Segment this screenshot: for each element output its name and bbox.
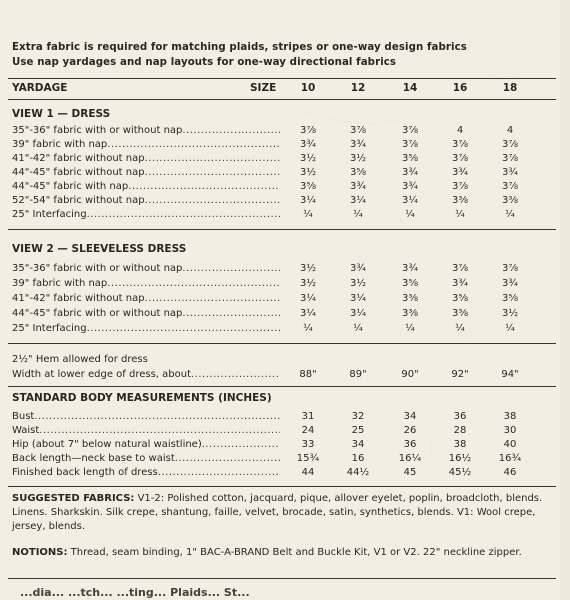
cell: 3¼ bbox=[349, 195, 367, 206]
cell: 3⅝ bbox=[501, 293, 519, 304]
cell: ¼ bbox=[455, 209, 465, 220]
table-row bbox=[8, 466, 556, 479]
notice-line: Extra fabric is required for matching plaids, stripes or one-way design fabrics bbox=[12, 42, 467, 53]
cell: 4 bbox=[506, 125, 514, 136]
row-label: 25" Interfacing ..... bbox=[12, 322, 280, 335]
cell: 24 bbox=[301, 425, 315, 436]
section-title: STANDARD BODY MEASUREMENTS (INCHES) bbox=[12, 392, 272, 404]
suggested-text: V1-2: Polished cotton, jacquard, pique, allover eyelet, poplin, broadcloth, blends. Linens. Sharkskin. Silk crepe, shantung, faille, velvet, brocade, satin, synthetics, blends. V1: Wool crepe, jersey, blends. bbox=[12, 493, 543, 532]
table-row bbox=[8, 424, 556, 437]
table-row bbox=[8, 208, 556, 221]
cell: 92" bbox=[451, 369, 469, 380]
cell: 4 bbox=[456, 125, 464, 136]
cell: 89" bbox=[349, 369, 367, 380]
divider bbox=[8, 578, 556, 579]
cell: 3¾ bbox=[349, 139, 367, 150]
cell: 3⅞ bbox=[451, 263, 469, 274]
row-label: Waist ..... bbox=[12, 424, 280, 437]
cell: 3⅞ bbox=[501, 153, 519, 164]
row-label: 25" Interfacing ..... bbox=[12, 208, 280, 221]
cell: 3½ bbox=[299, 278, 317, 289]
cell: 3⅞ bbox=[451, 181, 469, 192]
row-label: 39" fabric with nap ..... bbox=[12, 277, 280, 290]
measurements-title bbox=[8, 392, 556, 405]
table-row bbox=[8, 368, 556, 381]
cell: ¼ bbox=[303, 209, 313, 220]
hem-note bbox=[8, 353, 556, 366]
cell: 45½ bbox=[448, 467, 472, 478]
cell: 3¾ bbox=[401, 167, 419, 178]
cell: 3⅜ bbox=[401, 293, 419, 304]
size-col: 12 bbox=[350, 82, 366, 94]
cell: 16¼ bbox=[398, 453, 422, 464]
table-row bbox=[8, 138, 556, 151]
row-label: 35"-36" fabric with or without nap ..... bbox=[12, 262, 280, 275]
cell: 38 bbox=[503, 411, 517, 422]
row-label: 41"-42" fabric without nap ..... bbox=[12, 152, 280, 165]
table-row bbox=[8, 307, 556, 320]
cell: 3½ bbox=[299, 263, 317, 274]
cell: 3⅜ bbox=[401, 308, 419, 319]
cell: ¼ bbox=[303, 323, 313, 334]
cell: 88" bbox=[299, 369, 317, 380]
row-label: 44"-45" fabric with nap ..... bbox=[12, 180, 280, 193]
row-label: 44"-45" fabric without nap ..... bbox=[12, 166, 280, 179]
cell: 3⅜ bbox=[501, 195, 519, 206]
divider bbox=[8, 99, 556, 100]
cell: 15¾ bbox=[296, 453, 320, 464]
size-label: SIZE bbox=[250, 82, 277, 94]
divider bbox=[8, 78, 556, 79]
table-row bbox=[8, 277, 556, 290]
notice-line: Use nap yardages and nap layouts for one-way directional fabrics bbox=[12, 57, 397, 68]
yardage-title: YARDAGE bbox=[12, 82, 68, 94]
cell: 3¼ bbox=[299, 293, 317, 304]
cell: 3¾ bbox=[401, 263, 419, 274]
cell: 3½ bbox=[299, 153, 317, 164]
cell: 36 bbox=[403, 439, 417, 450]
divider bbox=[8, 343, 556, 344]
size-col: 10 bbox=[300, 82, 316, 94]
cell: 3⅞ bbox=[451, 153, 469, 164]
cell: 3¾ bbox=[501, 167, 519, 178]
cutoff-text: ...dia... ...tch... ...ting... Plaids... St... bbox=[20, 586, 250, 599]
size-col: 18 bbox=[502, 82, 518, 94]
row-label: Finished back length of dress ..... bbox=[12, 466, 280, 479]
notions-heading: NOTIONS: bbox=[12, 547, 68, 558]
cell: 44 bbox=[301, 467, 315, 478]
cell: 30 bbox=[503, 425, 517, 436]
row-label: Hip (about 7" below natural waistline) ..... bbox=[12, 438, 280, 451]
cell: 3⅝ bbox=[401, 153, 419, 164]
cell: 3½ bbox=[501, 308, 519, 319]
cell: 3⅞ bbox=[401, 125, 419, 136]
cell: 16¾ bbox=[498, 453, 522, 464]
cell: 3¾ bbox=[451, 167, 469, 178]
table-row bbox=[8, 194, 556, 207]
cell: 94" bbox=[501, 369, 519, 380]
cell: 3⅜ bbox=[451, 308, 469, 319]
cell: 3⅞ bbox=[501, 181, 519, 192]
row-label: 39" fabric with nap ..... bbox=[12, 138, 280, 151]
table-row bbox=[8, 262, 556, 275]
divider bbox=[8, 386, 556, 387]
row-label: 41"-42" fabric without nap ..... bbox=[12, 292, 280, 305]
notions bbox=[12, 546, 550, 560]
cell: ¼ bbox=[405, 323, 415, 334]
table-row bbox=[8, 180, 556, 193]
cell: ¼ bbox=[505, 209, 515, 220]
row-label: 44"-45" fabric with or without nap ..... bbox=[12, 307, 280, 320]
cell: 40 bbox=[503, 439, 517, 450]
row-label: 35"-36" fabric with or without nap ..... bbox=[12, 124, 280, 137]
hem-note-text: 2½" Hem allowed for dress bbox=[12, 354, 148, 365]
cell: 3¾ bbox=[349, 181, 367, 192]
fabric-notice bbox=[12, 40, 542, 70]
cell: 45 bbox=[403, 467, 417, 478]
cell: 3½ bbox=[349, 153, 367, 164]
cell: 3⅞ bbox=[349, 125, 367, 136]
cell: 38 bbox=[453, 439, 467, 450]
section-title: VIEW 2 — SLEEVELESS DRESS bbox=[12, 243, 187, 255]
size-col: 16 bbox=[452, 82, 468, 94]
table-row bbox=[8, 166, 556, 179]
cell: 3¼ bbox=[349, 308, 367, 319]
cell: 3⅝ bbox=[349, 167, 367, 178]
cell: 3⅜ bbox=[451, 195, 469, 206]
cell: 25 bbox=[351, 425, 365, 436]
view1-title bbox=[8, 108, 556, 121]
cell: 3⅞ bbox=[501, 139, 519, 150]
cell: 3¼ bbox=[349, 293, 367, 304]
cell: 3¾ bbox=[349, 263, 367, 274]
cell: ¼ bbox=[405, 209, 415, 220]
suggested-heading: SUGGESTED FABRICS: bbox=[12, 493, 135, 504]
cell: ¼ bbox=[505, 323, 515, 334]
cell: 3⅞ bbox=[299, 125, 317, 136]
table-row bbox=[8, 322, 556, 335]
cell: 3⅝ bbox=[299, 181, 317, 192]
size-col: 14 bbox=[402, 82, 418, 94]
cell: ¼ bbox=[455, 323, 465, 334]
cell: 3¼ bbox=[401, 195, 419, 206]
cell: 3⅝ bbox=[401, 278, 419, 289]
cell: 33 bbox=[301, 439, 315, 450]
yardage-header bbox=[8, 82, 556, 95]
divider bbox=[8, 486, 556, 487]
cell: ¼ bbox=[353, 209, 363, 220]
view2-title bbox=[8, 243, 556, 256]
cell: 3½ bbox=[349, 278, 367, 289]
suggested-fabrics bbox=[12, 492, 550, 534]
cell: 31 bbox=[301, 411, 315, 422]
cell: 26 bbox=[403, 425, 417, 436]
row-label: Back length—neck base to waist ..... bbox=[12, 452, 280, 465]
cell: 46 bbox=[503, 467, 517, 478]
row-label: 52"-54" fabric without nap ..... bbox=[12, 194, 280, 207]
cell: 90" bbox=[401, 369, 419, 380]
cell: 3¾ bbox=[501, 278, 519, 289]
table-row bbox=[8, 292, 556, 305]
row-label: Width at lower edge of dress, about ..... bbox=[12, 368, 280, 381]
cell: 3¼ bbox=[299, 308, 317, 319]
cell: 32 bbox=[351, 411, 365, 422]
cell: 3⅞ bbox=[501, 263, 519, 274]
row-label: Bust ..... bbox=[12, 410, 280, 423]
cell: 3½ bbox=[299, 167, 317, 178]
table-row bbox=[8, 438, 556, 451]
cell: 3¼ bbox=[299, 195, 317, 206]
notions-text: Thread, seam binding, 1" BAC-A-BRAND Belt and Buckle Kit, V1 or V2. 22" neckline zipper. bbox=[70, 547, 522, 558]
table-row bbox=[8, 452, 556, 465]
divider bbox=[8, 229, 556, 230]
table-row bbox=[8, 152, 556, 165]
cell: 3⅝ bbox=[451, 293, 469, 304]
cell: 36 bbox=[453, 411, 467, 422]
cell: 16 bbox=[351, 453, 365, 464]
cell: 34 bbox=[351, 439, 365, 450]
cell: 28 bbox=[453, 425, 467, 436]
cell: 16½ bbox=[448, 453, 472, 464]
cell: 34 bbox=[403, 411, 417, 422]
cell: 3⅞ bbox=[451, 139, 469, 150]
cell: 44½ bbox=[346, 467, 370, 478]
cell: 3¾ bbox=[451, 278, 469, 289]
table-row bbox=[8, 410, 556, 423]
cell: ¼ bbox=[353, 323, 363, 334]
cell: 3⅞ bbox=[401, 139, 419, 150]
cell: 3¾ bbox=[299, 139, 317, 150]
cell: 3¾ bbox=[401, 181, 419, 192]
table-row bbox=[8, 124, 556, 137]
section-title: VIEW 1 — DRESS bbox=[12, 108, 111, 120]
